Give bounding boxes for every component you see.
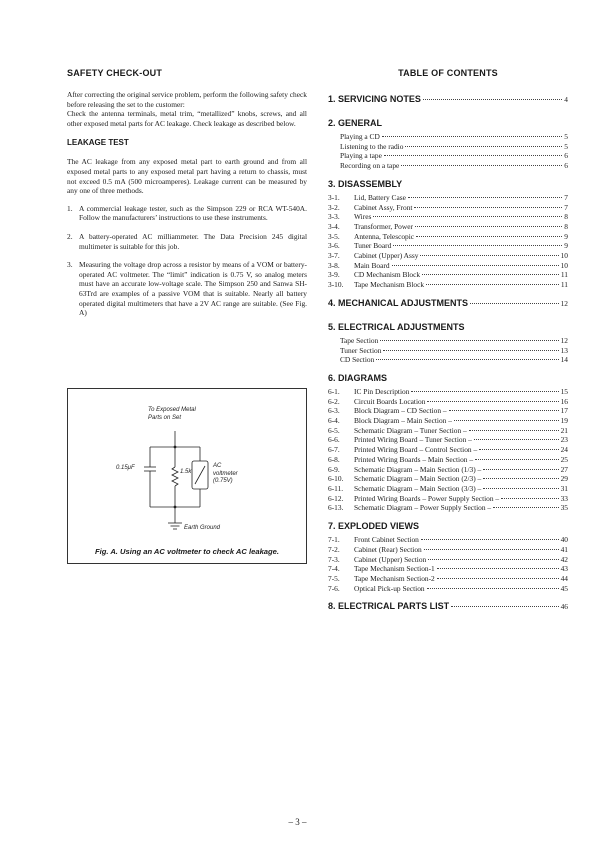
toc-entry-label: Antenna, Telescopic xyxy=(354,231,415,241)
toc-entry-number: 6-13. xyxy=(328,503,344,513)
dot-leader xyxy=(483,488,558,489)
toc-entry-number: 3-2. xyxy=(328,202,340,212)
safety-intro-text: After correcting the original service problem, perform the following safety check before releasing the set to the customer: Check the antenna terminals, metal trim, “metallized” knobs, screws, and all other exposed metal parts for AC leakage. Check leakage as described below. xyxy=(67,90,307,128)
toc-entry[interactable] xyxy=(328,222,568,232)
toc-entry-number: 6-6. xyxy=(328,435,340,445)
toc-entry-number: 3-9. xyxy=(328,270,340,280)
dot-leader xyxy=(382,136,562,137)
label-capacitor: 0.15μF xyxy=(116,465,135,471)
toc-entry[interactable] xyxy=(328,474,568,484)
toc-page-number: 5 xyxy=(564,141,568,151)
toc-entry[interactable] xyxy=(328,241,568,251)
toc-section-title: 6. DIAGRAMS xyxy=(328,372,388,383)
toc-entry-label: Printed Wiring Boards – Main Section – xyxy=(354,454,474,464)
label-voltmeter: AC voltmeter (0.75V) xyxy=(213,463,238,484)
toc-section xyxy=(328,521,568,593)
toc-page-number: 12 xyxy=(560,335,568,345)
dot-leader xyxy=(405,146,562,147)
toc-section xyxy=(328,601,568,611)
toc-section-title: 5. ELECTRICAL ADJUSTMENTS xyxy=(328,321,465,332)
toc-section-heading[interactable] xyxy=(328,373,568,383)
toc-section xyxy=(328,94,568,104)
toc-entry-label: IC Pin Description xyxy=(354,386,410,396)
toc-section xyxy=(328,118,568,171)
toc-entry[interactable] xyxy=(328,336,568,346)
toc-entry-number: 3-10. xyxy=(328,280,344,290)
toc-page-number: 7 xyxy=(564,192,568,202)
toc-entry-number: 7-1. xyxy=(328,535,340,545)
toc-page-number: 33 xyxy=(560,493,568,503)
toc-page-number: 19 xyxy=(560,416,568,426)
toc-entry-label: Wires xyxy=(354,212,372,222)
dot-leader xyxy=(479,449,558,450)
dot-leader xyxy=(474,439,559,440)
toc-entry[interactable] xyxy=(328,465,568,475)
toc-page-number: 40 xyxy=(560,535,568,545)
dot-leader xyxy=(454,420,559,421)
toc-entry-label: Printed Wiring Board – Control Section – xyxy=(354,445,478,455)
toc-sections xyxy=(328,94,568,611)
toc-entry-label: Tape Mechanism Section-1 xyxy=(354,564,435,574)
toc-entry-number: 6-10. xyxy=(328,474,344,484)
toc-section-heading[interactable] xyxy=(328,94,568,104)
toc-entry[interactable] xyxy=(328,574,568,584)
toc-page-number: 11 xyxy=(560,270,568,280)
toc-page-number: 27 xyxy=(560,464,568,474)
toc-entry-number: 6-2. xyxy=(328,396,340,406)
toc-section-heading[interactable] xyxy=(328,118,568,128)
toc-page-number: 6 xyxy=(564,151,568,161)
toc-entry[interactable] xyxy=(328,270,568,280)
toc-entry[interactable] xyxy=(328,545,568,555)
toc-entry[interactable] xyxy=(328,280,568,290)
method-item: 2. A battery-operated AC milliammeter. The Data Precision 245 digital multimeter is suitable for this job. xyxy=(67,231,307,251)
toc-entry-label: CD Section xyxy=(340,355,375,365)
toc-entry-number: 3-8. xyxy=(328,260,340,270)
toc-entry[interactable] xyxy=(328,132,568,142)
dot-leader xyxy=(408,197,562,198)
figure-a-box xyxy=(67,388,307,564)
dot-leader xyxy=(437,568,559,569)
toc-entry[interactable] xyxy=(328,564,568,574)
toc-page-number: 7 xyxy=(564,202,568,212)
toc-entry-label: Front Cabinet Section xyxy=(354,535,419,545)
method-item: 1. A commercial leakage tester, such as the Simpson 229 or RCA WT-540A. Follow the manufacturers’ instructions to use these instruments. xyxy=(67,203,307,223)
dot-leader xyxy=(427,588,559,589)
figure-a-caption: Fig. A. Using an AC voltmeter to check AC leakage. xyxy=(95,547,279,556)
leakage-test-text: The AC leakage from any exposed metal part to earth ground and from all exposed metal parts to any exposed metal part having a return to chassis, must not exceed 0.5 mA (500 microamperes). Leakage current can be measured by any one of three methods. xyxy=(67,157,307,196)
toc-entry-number: 6-7. xyxy=(328,445,340,455)
toc-entry[interactable] xyxy=(328,212,568,222)
toc-page-number: 9 xyxy=(564,231,568,241)
toc-entry[interactable] xyxy=(328,494,568,504)
toc-entry[interactable] xyxy=(328,142,568,152)
toc-entry-number: 6-1. xyxy=(328,386,340,396)
dot-leader xyxy=(384,155,562,156)
toc-entry-number: 3-6. xyxy=(328,241,340,251)
toc-section xyxy=(328,179,568,290)
dot-leader xyxy=(470,303,559,304)
toc-entry-label: Printed Wiring Board – Tuner Section – xyxy=(354,435,472,445)
toc-section-title: 1. SERVICING NOTES xyxy=(328,94,421,104)
toc-entry[interactable] xyxy=(328,535,568,545)
toc-section-heading[interactable] xyxy=(328,601,568,611)
toc-entry-number: 7-3. xyxy=(328,554,340,564)
toc-entry-label: Schematic Diagram – Main Section (2/3) – xyxy=(354,474,482,484)
dot-leader xyxy=(420,255,558,256)
dot-leader xyxy=(428,559,558,560)
dot-leader xyxy=(449,410,559,411)
toc-page-number: 8 xyxy=(564,221,568,231)
toc-section-heading[interactable] xyxy=(328,322,568,332)
toc-entry-label: Schematic Diagram – Main Section (1/3) – xyxy=(354,464,482,474)
toc-page-number: 16 xyxy=(560,396,568,406)
toc-entry-label: Tape Mechanism Block xyxy=(354,280,425,290)
toc-section-title: 8. ELECTRICAL PARTS LIST xyxy=(328,601,450,612)
toc-entry-label: Lid, Battery Case xyxy=(354,192,406,202)
toc-entry-label: Cabinet (Rear) Section xyxy=(354,544,422,554)
toc-entry[interactable] xyxy=(328,193,568,203)
toc-page-number: 46 xyxy=(560,602,568,612)
toc-entry-label: CD Mechanism Block xyxy=(354,270,421,280)
toc-entry[interactable] xyxy=(328,203,568,213)
dot-leader xyxy=(380,340,558,341)
label-exposed-metal: To Exposed Metal Parts on Set xyxy=(148,407,196,421)
toc-entry-label: Tuner Board xyxy=(354,241,392,251)
toc-page-number: 9 xyxy=(564,241,568,251)
leakage-methods-list xyxy=(67,204,307,318)
method-item: 3. Measuring the voltage drop across a resistor by means of a VOM or battery-operated AC voltmeter. The “limit” indication is 0.75 V, so analog meters must have an accurate low-voltage scale. The Simpson 250 and Sanwa SH-63Trd are examples of a passive VOM that is suitable. Nearly all battery operated digital multimeters that have a 2V AC range are suitable. (See Fig. A) xyxy=(67,260,307,318)
toc-page-number: 25 xyxy=(560,454,568,464)
toc-page-number: 43 xyxy=(560,564,568,574)
toc-page-number: 11 xyxy=(560,280,568,290)
toc-entry-label: Cabinet (Upper) Assy xyxy=(354,251,419,261)
toc-entry-label: Schematic Diagram – Tuner Section – xyxy=(354,425,467,435)
toc-entry-label: Printed Wiring Boards – Power Supply Section – xyxy=(354,493,500,503)
dot-leader xyxy=(393,245,562,246)
toc-page-number: 10 xyxy=(560,260,568,270)
toc-entry-label: Tape Mechanism Section-2 xyxy=(354,573,435,583)
dot-leader xyxy=(493,507,558,508)
dot-leader xyxy=(423,99,562,100)
dot-leader xyxy=(475,459,559,460)
toc-page-number: 15 xyxy=(560,386,568,396)
resistor-symbol xyxy=(172,467,178,486)
toc-entry[interactable] xyxy=(328,435,568,445)
toc-section-heading[interactable] xyxy=(328,521,568,531)
toc-entry-number: 6-5. xyxy=(328,425,340,435)
toc-entry-label: Tuner Section xyxy=(340,345,382,355)
toc-entry-number: 7-2. xyxy=(328,544,340,554)
toc-entry-label: Recording on a tape xyxy=(340,161,400,171)
dot-leader xyxy=(421,539,559,540)
toc-page-number: 6 xyxy=(564,161,568,171)
toc-section xyxy=(328,298,568,308)
toc-entry-label: Main Board xyxy=(354,260,390,270)
toc-page-number: 4 xyxy=(564,95,568,104)
toc-section-title: 4. MECHANICAL ADJUSTMENTS xyxy=(328,297,469,308)
safety-checkout-column xyxy=(67,68,307,327)
toc-entry-label: Listening to the radio xyxy=(340,141,404,151)
toc-entry-label: Cabinet Assy, Front xyxy=(354,202,413,212)
toc-page-number: 35 xyxy=(560,503,568,513)
toc-entry[interactable] xyxy=(328,261,568,271)
toc-entry[interactable] xyxy=(328,387,568,397)
toc-entry[interactable] xyxy=(328,151,568,161)
toc-page-number: 14 xyxy=(560,355,568,365)
toc-section-title: 2. GENERAL xyxy=(328,118,383,128)
toc-entry[interactable] xyxy=(328,416,568,426)
toc-section-title: 3. DISASSEMBLY xyxy=(328,178,403,189)
dot-leader xyxy=(424,549,559,550)
toc-section-heading[interactable] xyxy=(328,179,568,189)
toc-entry[interactable] xyxy=(328,251,568,261)
toc-entry[interactable] xyxy=(328,355,568,365)
toc-entry-label: Playing a tape xyxy=(340,151,382,161)
toc-section-title: 7. EXPLODED VIEWS xyxy=(328,521,420,532)
toc-entry[interactable] xyxy=(328,484,568,494)
toc-entry-number: 7-6. xyxy=(328,583,340,593)
toc-section xyxy=(328,322,568,365)
toc-entry[interactable] xyxy=(328,232,568,242)
toc-page-number: 12 xyxy=(560,298,568,308)
dot-leader xyxy=(373,216,562,217)
dot-leader xyxy=(415,226,562,227)
toc-page-number: 13 xyxy=(560,345,568,355)
toc-entry-number: 6-9. xyxy=(328,464,340,474)
toc-page-number: 44 xyxy=(560,573,568,583)
toc-entry-label: Schematic Diagram – Main Section (3/3) – xyxy=(354,483,482,493)
toc-page-number: 41 xyxy=(560,544,568,554)
toc-entry-number: 3-7. xyxy=(328,251,340,261)
toc-entry-label: Schematic Diagram – Power Supply Section – xyxy=(354,503,492,513)
toc-entry-number: 7-5. xyxy=(328,573,340,583)
toc-section xyxy=(328,373,568,513)
safety-checkout-title: SAFETY CHECK-OUT xyxy=(67,68,163,78)
toc-entry-number: 6-8. xyxy=(328,454,340,464)
label-resistor: 1.5k xyxy=(180,469,192,475)
toc-entry-label: Optical Pick-up Section xyxy=(354,583,425,593)
dot-leader xyxy=(437,578,559,579)
toc-entry-number: 6-12. xyxy=(328,493,344,503)
toc-entry[interactable] xyxy=(328,161,568,171)
toc-page-number: 31 xyxy=(560,483,568,493)
toc-entry-label: Block Diagram – Main Section – xyxy=(354,416,452,426)
toc-page-number: 10 xyxy=(560,251,568,261)
dot-leader xyxy=(392,265,559,266)
toc-entry-label: Block Diagram – CD Section – xyxy=(354,406,447,416)
toc-page-number: 29 xyxy=(560,474,568,484)
toc-entry-label: Tape Section xyxy=(340,335,379,345)
dot-leader xyxy=(414,207,562,208)
toc-page-number: 5 xyxy=(564,132,568,141)
toc-entry[interactable] xyxy=(328,455,568,465)
toc-entry-number: 6-4. xyxy=(328,416,340,426)
toc-entry-label: Playing a CD xyxy=(340,132,380,141)
toc-entry-number: 3-3. xyxy=(328,212,340,222)
table-of-contents xyxy=(328,68,568,625)
toc-entry[interactable] xyxy=(328,584,568,594)
toc-entry-number: 6-11. xyxy=(328,483,344,493)
label-earth-ground: Earth Ground xyxy=(184,525,221,531)
toc-entry-number: 7-4. xyxy=(328,564,340,574)
dot-leader xyxy=(427,401,558,402)
toc-entry-label: Cabinet (Upper) Section xyxy=(354,554,427,564)
toc-entry[interactable] xyxy=(328,503,568,513)
toc-page-number: 45 xyxy=(560,583,568,593)
toc-entry[interactable] xyxy=(328,555,568,565)
dot-leader xyxy=(422,274,559,275)
toc-page-number: 17 xyxy=(560,406,568,416)
toc-entry-number: 3-1. xyxy=(328,192,340,202)
toc-entry-label: Transformer, Power xyxy=(354,221,413,231)
toc-page-number: 23 xyxy=(560,435,568,445)
toc-title: TABLE OF CONTENTS xyxy=(398,68,498,78)
dot-leader xyxy=(376,359,558,360)
toc-entry[interactable] xyxy=(328,397,568,407)
toc-page-number: 21 xyxy=(560,425,568,435)
toc-section-heading[interactable] xyxy=(328,298,568,308)
dot-leader xyxy=(469,430,559,431)
dot-leader xyxy=(411,391,558,392)
toc-entry[interactable] xyxy=(328,426,568,436)
dot-leader xyxy=(483,478,558,479)
dot-leader xyxy=(383,350,558,351)
dot-leader xyxy=(401,165,562,166)
toc-page-number: 42 xyxy=(560,554,568,564)
dot-leader xyxy=(416,236,562,237)
dot-leader xyxy=(483,469,558,470)
toc-entry-label: Circuit Boards Location xyxy=(354,396,426,406)
dot-leader xyxy=(451,606,558,607)
dot-leader xyxy=(426,284,559,285)
toc-entry[interactable] xyxy=(328,406,568,416)
toc-entry[interactable] xyxy=(328,445,568,455)
toc-page-number: 24 xyxy=(560,445,568,455)
toc-entry-number: 3-5. xyxy=(328,231,340,241)
page-number: – 3 – xyxy=(288,817,307,827)
leakage-test-title: LEAKAGE TEST xyxy=(67,138,129,148)
dot-leader xyxy=(501,498,558,499)
toc-entry-number: 3-4. xyxy=(328,221,340,231)
toc-entry[interactable] xyxy=(328,346,568,356)
toc-entry-number: 6-3. xyxy=(328,406,340,416)
toc-page-number: 8 xyxy=(564,212,568,222)
